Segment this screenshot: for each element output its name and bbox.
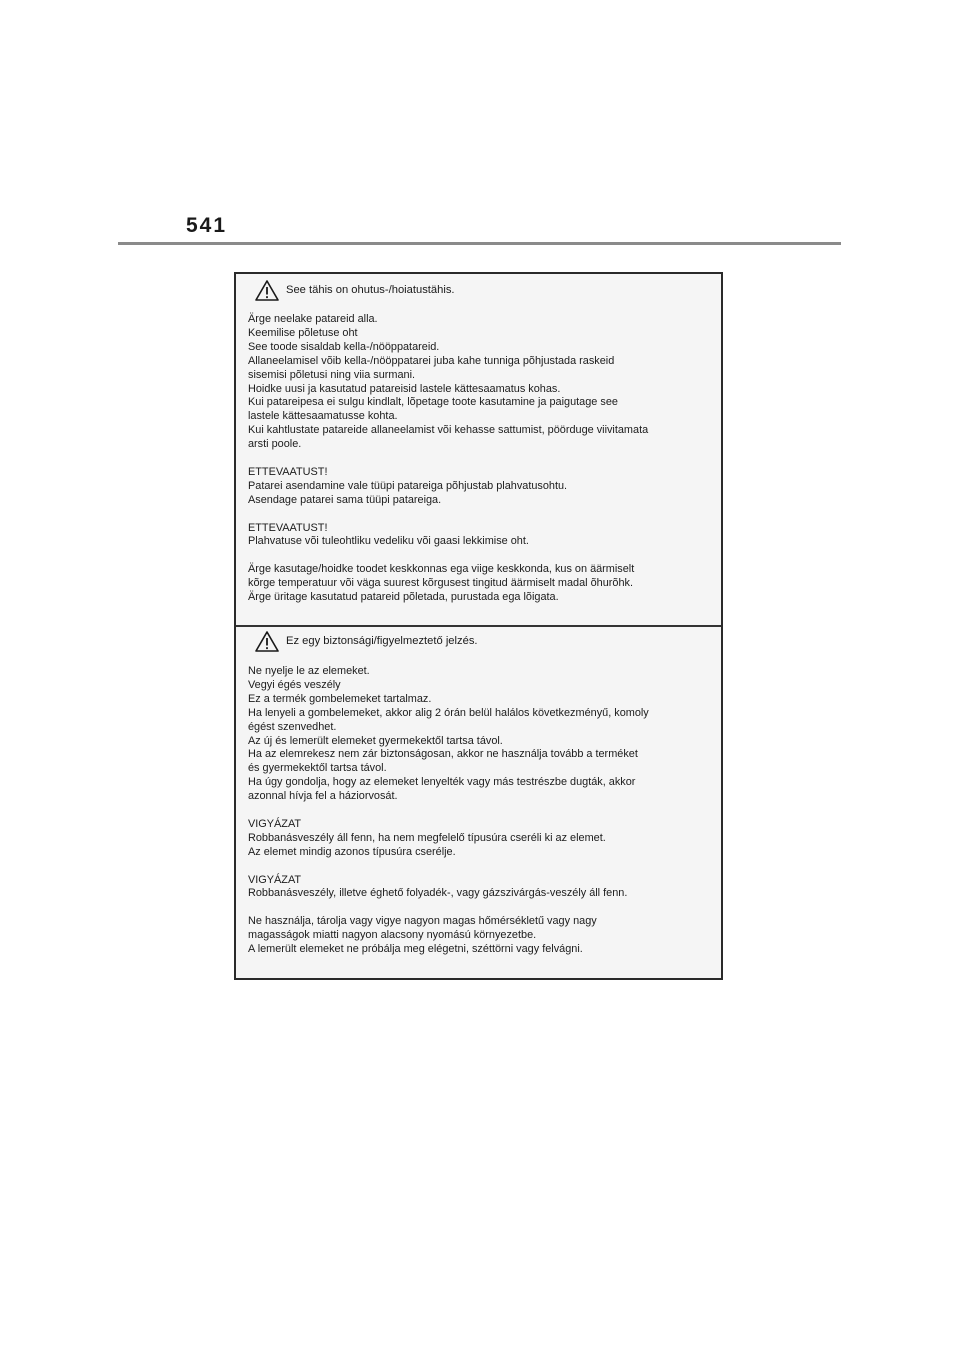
text-line: See toode sisaldab kella-/nööppatareid. <box>248 340 440 353</box>
text-line: ETTEVAATUST! <box>248 521 328 534</box>
text-line: Ne használja, tárolja vagy vigye nagyon magas hőmérsékletű vagy nagy <box>248 915 597 928</box>
paragraph <box>248 313 709 452</box>
text-line: Keemilise põletuse oht <box>248 326 358 339</box>
estonian-warning-section <box>236 274 721 627</box>
text-line: Az elemet mindig azonos típusúra cserélje. <box>248 845 456 858</box>
warning-title: Ez egy biztonsági/figyelmeztető jelzés. <box>286 635 478 647</box>
text-line: Ärge neelake patareid alla. <box>248 313 378 325</box>
text-line: Plahvatuse või tuleohtliku vedeliku või gaasi lekkimise oht. <box>248 535 529 548</box>
text-line: lastele kättesaamatusse kohta. <box>248 410 398 423</box>
text-line: A lemerült elemeket ne próbálja meg elégetni, széttörni vagy felvágni. <box>248 943 583 956</box>
text-line: VIGYÁZAT <box>248 873 302 886</box>
text-line: Ha lenyeli a gombelemeket, akkor alig 2 órán belül halálos következményű, komoly <box>248 706 649 719</box>
paragraph <box>248 818 709 860</box>
paragraph <box>248 874 709 902</box>
estonian-paragraphs <box>248 313 709 605</box>
warning-triangle-icon <box>254 630 280 653</box>
paragraph <box>248 915 709 957</box>
text-line: Ha úgy gondolja, hogy az elemeket lenyelték vagy más testrészbe dugták, akkor <box>248 776 636 789</box>
text-line: Robbanásveszély áll fenn, ha nem megfelelő típusúra cseréli ki az elemet. <box>248 831 606 844</box>
text-line: VIGYÁZAT <box>248 817 302 830</box>
paragraph <box>248 466 709 508</box>
text-line: Az új és lemerült elemeket gyermekektől tartsa távol. <box>248 734 503 747</box>
text-line: Asendage patarei sama tüüpi patareiga. <box>248 493 442 506</box>
text-line: égést szenvedhet. <box>248 720 337 733</box>
text-line: Ne nyelje le az elemeket. <box>248 665 370 677</box>
text-line: Vegyi égés veszély <box>248 678 341 691</box>
paragraph <box>248 563 709 605</box>
hungarian-warning-section <box>236 627 721 978</box>
text-line: Kui patareipesa ei sulgu kindlalt, lõpetage toote kasutamine ja paigutage see <box>248 396 618 409</box>
text-line: arsti poole. <box>248 438 302 451</box>
warning-title: See tähis on ohutus-/hoiatustähis. <box>286 284 455 296</box>
text-line: Ha az elemrekesz nem zár biztonságosan, akkor ne használja tovább a terméket <box>248 748 638 761</box>
text-line: Allaneelamisel võib kella-/nööppatarei juba kahe tunniga põhjustada raskeid <box>248 354 615 367</box>
text-line: sisemisi põletusi ning viia surmani. <box>248 368 416 381</box>
text-line: Hoidke uusi ja kasutatud patareisid lastele kättesaamatus kohas. <box>248 382 561 395</box>
warning-header <box>254 629 709 653</box>
warning-triangle-icon <box>254 279 280 302</box>
text-line: azonnal hívja fel a háziorvosát. <box>248 790 398 803</box>
paragraph <box>248 665 709 804</box>
battery-warning-notice <box>234 272 723 980</box>
text-line: Ärge üritage kasutatud patareid põletada, purustada ega lõigata. <box>248 591 559 604</box>
text-line: Ez a termék gombelemeket tartalmaz. <box>248 692 432 705</box>
text-line: Patarei asendamine vale tüüpi patareiga põhjustab plahvatusohtu. <box>248 479 568 492</box>
text-line: ETTEVAATUST! <box>248 465 328 478</box>
text-line: Robbanásveszély, illetve éghető folyadék-, vagy gázszivárgás-veszély áll fenn. <box>248 887 628 900</box>
header-rule <box>118 242 841 245</box>
warning-header <box>254 278 709 302</box>
hungarian-paragraphs <box>248 665 709 957</box>
page-number: 541 <box>186 214 228 237</box>
text-line: és gyermekektől tartsa távol. <box>248 762 387 775</box>
text-line: Kui kahtlustate patareide allaneelamist või kehasse sattumist, pöörduge viivitamata <box>248 424 649 437</box>
paragraph <box>248 522 709 550</box>
text-line: magasságok miatti nagyon alacsony nyomású környezetbe. <box>248 929 537 942</box>
text-line: Ärge kasutage/hoidke toodet keskkonnas ega viige keskkonda, kus on äärmiselt <box>248 563 635 576</box>
text-line: kõrge temperatuur või väga suurest kõrgusest tingitud äärmiselt madal õhurõhk. <box>248 577 634 590</box>
